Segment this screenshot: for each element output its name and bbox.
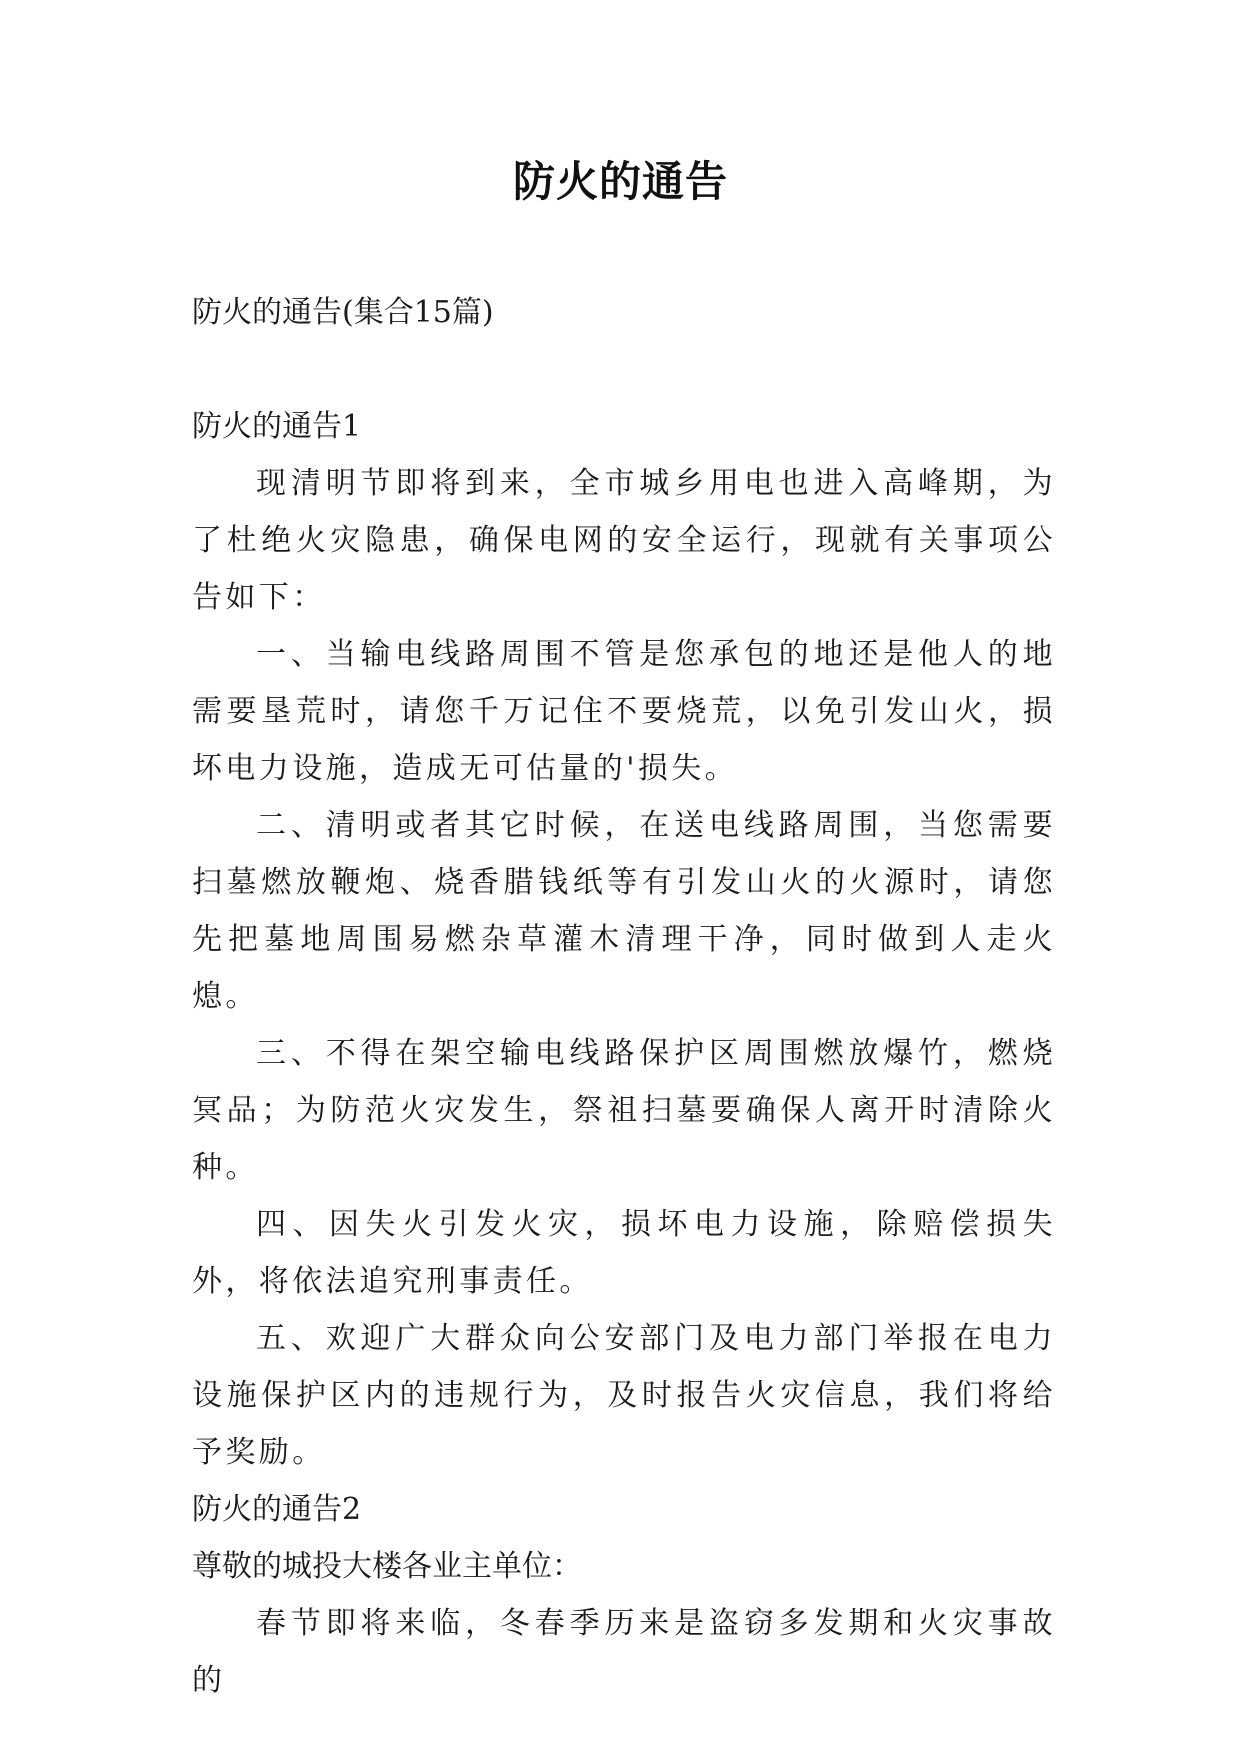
section1-paragraph-2: 一、当输电线路周围不管是您承包的地还是他人的地需要垦荒时，请您千万记住不要烧荒，以免引发山火，损坏电力设施，造成无可估量的'损失。 bbox=[192, 637, 1056, 786]
section2-salutation: 尊敬的城投大楼各业主单位： bbox=[192, 1549, 582, 1584]
section-heading-2: 防火的通告2 bbox=[192, 1492, 362, 1527]
section2-paragraph-1: 春节即将来临，冬春季历来是盗窃多发期和火灾事故的 bbox=[192, 1606, 1056, 1698]
section1-paragraph-1: 现清明节即将到来，全市城乡用电也进入高峰期，为了杜绝火灾隐患，确保电网的安全运行，现就有关事项公告如下： bbox=[192, 466, 1056, 615]
section1-paragraph-5: 四、因失火引发火灾，损坏电力设施，除赔偿损失外，将依法追究刑事责任。 bbox=[192, 1207, 1056, 1299]
section-heading-1: 防火的通告1 bbox=[192, 409, 362, 444]
document-title: 防火的通告 bbox=[512, 157, 728, 206]
document-subtitle: 防火的通告(集合15篇) bbox=[192, 295, 494, 330]
section1-paragraph-4: 三、不得在架空输电线路保护区周围燃放爆竹，燃烧冥品；为防范火灾发生，祭祖扫墓要确保人离开时清除火种。 bbox=[192, 1036, 1056, 1185]
document-body bbox=[192, 284, 1056, 1709]
section1-paragraph-6: 五、欢迎广大群众向公安部门及电力部门举报在电力设施保护区内的违规行为，及时报告火灾信息，我们将给予奖励。 bbox=[192, 1321, 1056, 1470]
section1-paragraph-3: 二、清明或者其它时候，在送电线路周围，当您需要扫墓燃放鞭炮、烧香腊钱纸等有引发山火的火源时，请您先把墓地周围易燃杂草灌木清理干净，同时做到人走火熄。 bbox=[192, 808, 1056, 1014]
spacer bbox=[192, 341, 1056, 398]
